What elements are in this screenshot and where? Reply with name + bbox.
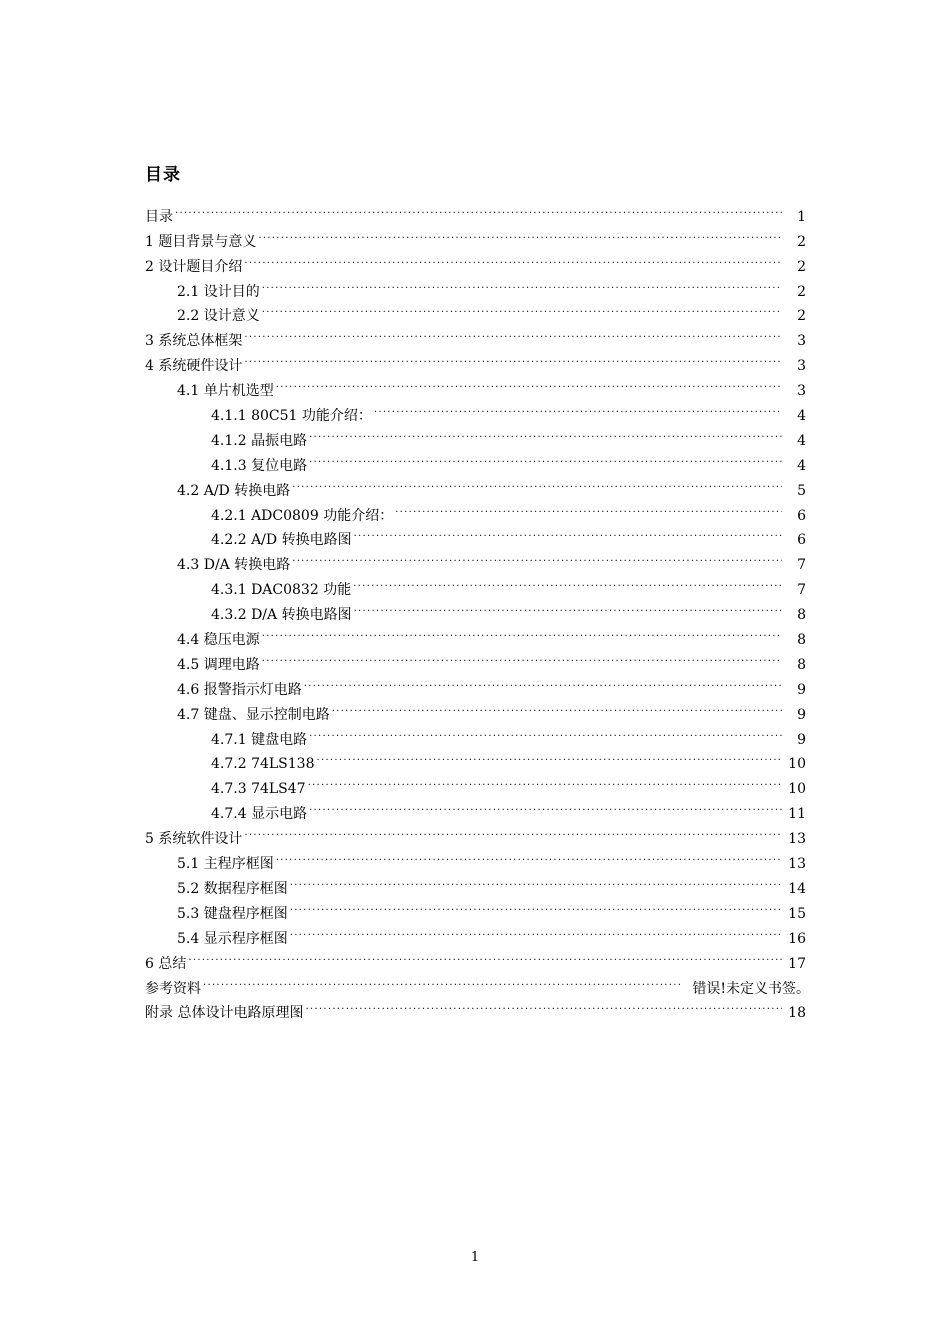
- toc-heading: 目录: [145, 165, 181, 185]
- dot-leader: [317, 744, 783, 769]
- toc-entry-page: 6: [797, 532, 806, 549]
- toc-entry[interactable]: [145, 495, 810, 524]
- toc-entry[interactable]: [145, 594, 810, 624]
- dot-leader: [258, 221, 782, 246]
- toc-entry[interactable]: [145, 669, 810, 698]
- toc-entry-title: 4.5 调理电路: [177, 656, 260, 673]
- toc-entry[interactable]: [145, 246, 810, 275]
- toc-entry-page: 错误!未定义书签。: [692, 980, 810, 997]
- toc-entry-page: 9: [797, 731, 806, 748]
- dot-leader: [244, 320, 782, 345]
- toc-entry[interactable]: [145, 520, 810, 549]
- toc-entry-title: 4.7.2 74LS138: [211, 756, 315, 773]
- toc-entry-title: 5.2 数据程序框图: [177, 880, 288, 897]
- dot-leader: [290, 868, 782, 893]
- toc-entry[interactable]: [145, 221, 810, 250]
- dot-leader: [262, 644, 782, 669]
- toc-entry-page: 13: [788, 831, 806, 848]
- dot-leader: [305, 993, 782, 1018]
- toc-entry-title: 4.2 A/D 转换电路: [177, 482, 291, 499]
- dot-leader: [309, 445, 782, 470]
- toc-entry-title: 5.1 主程序框图: [177, 856, 274, 873]
- toc-entry-page: 3: [797, 333, 806, 350]
- toc-entry-page: 2: [797, 233, 806, 250]
- toc-entry-page: 8: [797, 632, 806, 649]
- dot-leader: [309, 719, 782, 744]
- dot-leader: [244, 246, 782, 271]
- dot-leader: [354, 520, 782, 545]
- toc-entry-page: 2: [797, 258, 806, 275]
- toc-entry-title: 附录 总体设计电路原理图: [145, 1005, 304, 1022]
- toc-entry[interactable]: [145, 644, 810, 673]
- dot-leader: [292, 544, 782, 569]
- dot-leader: [188, 943, 782, 968]
- toc-entry-title: 4.6 报警指示灯电路: [177, 681, 302, 698]
- dot-leader: [244, 818, 782, 843]
- toc-entry-page: 13: [788, 856, 806, 873]
- toc-entry-title: 4.3 D/A 转换电路: [177, 557, 291, 574]
- toc-entry-page: 5: [797, 482, 806, 499]
- toc-entry[interactable]: [145, 968, 810, 997]
- toc-entry-page: 10: [788, 781, 806, 798]
- toc-entry[interactable]: [145, 196, 810, 225]
- toc-entry[interactable]: [145, 370, 810, 400]
- dot-leader: [353, 569, 782, 594]
- toc-entry-page: 9: [797, 706, 806, 723]
- dot-leader: [395, 495, 782, 520]
- toc-entry-page: 8: [797, 607, 806, 624]
- toc-entry-page: 4: [797, 432, 806, 449]
- page-number: 1: [470, 1250, 480, 1265]
- toc-entry[interactable]: [145, 868, 810, 897]
- toc-entry-page: 14: [788, 880, 806, 897]
- toc-entry[interactable]: [145, 694, 810, 723]
- toc-entry-title: 4.1 单片机选型: [177, 383, 274, 400]
- toc-entry[interactable]: [145, 445, 810, 474]
- toc-entry-page: 7: [797, 557, 806, 574]
- toc-entry[interactable]: [145, 768, 810, 798]
- toc-entry[interactable]: [145, 843, 810, 873]
- toc-entry[interactable]: [145, 818, 810, 848]
- toc-entry-title: 4.2.2 A/D 转换电路图: [211, 532, 352, 549]
- toc-entry[interactable]: [145, 993, 810, 1022]
- toc-entry-title: 5.3 键盘程序框图: [177, 905, 288, 922]
- dot-leader: [203, 968, 682, 993]
- toc-entry-title: 6 总结: [145, 955, 187, 972]
- dot-leader: [308, 768, 782, 793]
- toc-entry[interactable]: [145, 918, 810, 947]
- toc-entry[interactable]: [145, 271, 810, 300]
- toc-entry-page: 17: [788, 955, 806, 972]
- toc-entry-title: 4.7 键盘、显示控制电路: [177, 706, 330, 723]
- toc-entry-title: 2.1 设计目的: [177, 283, 260, 300]
- toc-entry-title: 4.4 稳压电源: [177, 632, 260, 649]
- dot-leader: [244, 345, 782, 370]
- toc-entry-page: 2: [797, 283, 806, 300]
- toc-entry-page: 15: [788, 905, 806, 922]
- toc-entry-title: 2 设计题目介绍: [145, 258, 243, 275]
- toc-entry-title: 4 系统硬件设计: [145, 358, 243, 375]
- toc-entry-page: 8: [797, 656, 806, 673]
- dot-leader: [290, 918, 782, 943]
- dot-leader: [354, 594, 782, 619]
- toc-entry-title: 5.4 显示程序框图: [177, 930, 288, 947]
- toc-entry-title: 4.1.2 晶振电路: [211, 432, 308, 449]
- toc-entry-title: 3 系统总体框架: [145, 333, 243, 350]
- dot-leader: [290, 893, 782, 918]
- dot-leader: [262, 296, 782, 321]
- toc-entry-title: 参考资料: [145, 980, 201, 997]
- toc-entry[interactable]: [145, 470, 810, 499]
- dot-leader: [309, 793, 782, 818]
- table-of-contents: [145, 196, 810, 1022]
- toc-entry[interactable]: [145, 943, 810, 972]
- toc-entry-page: 3: [797, 358, 806, 375]
- toc-entry-page: 2: [797, 308, 806, 325]
- toc-entry-title: 5 系统软件设计: [145, 831, 243, 848]
- dot-leader: [276, 370, 782, 395]
- toc-entry-page: 4: [797, 457, 806, 474]
- toc-entry-page: 16: [788, 930, 806, 947]
- toc-entry-page: 3: [797, 383, 806, 400]
- toc-entry-page: 9: [797, 681, 806, 698]
- toc-entry-page: 18: [788, 1005, 806, 1022]
- toc-entry-title: 目录: [145, 208, 173, 225]
- toc-entry[interactable]: [145, 544, 810, 574]
- dot-leader: [309, 420, 782, 445]
- dot-leader: [276, 843, 782, 868]
- toc-entry-title: 4.7.4 显示电路: [211, 806, 308, 823]
- toc-entry-title: 4.7.3 74LS47: [211, 781, 306, 798]
- toc-entry-title: 2.2 设计意义: [177, 308, 260, 325]
- toc-entry-page: 6: [797, 507, 806, 524]
- toc-entry-title: 4.1.3 复位电路: [211, 457, 308, 474]
- dot-leader: [262, 271, 782, 296]
- toc-entry-page: 10: [788, 756, 806, 773]
- toc-entry[interactable]: [145, 420, 810, 449]
- toc-entry-title: 4.1.1 80C51 功能介绍：: [211, 408, 372, 425]
- toc-entry[interactable]: [145, 395, 810, 425]
- dot-leader: [175, 196, 782, 221]
- toc-entry[interactable]: [145, 619, 810, 649]
- toc-entry[interactable]: [145, 893, 810, 922]
- toc-entry-page: 7: [797, 582, 806, 599]
- toc-entry-title: 4.3.2 D/A 转换电路图: [211, 607, 352, 624]
- dot-leader: [332, 694, 782, 719]
- dot-leader: [304, 669, 782, 694]
- toc-entry[interactable]: [145, 793, 810, 823]
- toc-entry-title: 4.2.1 ADC0809 功能介绍：: [211, 507, 394, 524]
- toc-entry-title: 4.7.1 键盘电路: [211, 731, 308, 748]
- toc-entry-page: 11: [788, 806, 806, 823]
- toc-entry[interactable]: [145, 296, 810, 325]
- dot-leader: [374, 395, 782, 420]
- toc-entry[interactable]: [145, 719, 810, 748]
- toc-entry[interactable]: [145, 345, 810, 375]
- toc-entry-title: 1 题目背景与意义: [145, 233, 257, 250]
- toc-entry-page: 4: [797, 408, 806, 425]
- toc-entry[interactable]: [145, 569, 810, 599]
- dot-leader: [292, 470, 782, 495]
- toc-entry[interactable]: [145, 744, 810, 773]
- toc-entry[interactable]: [145, 320, 810, 350]
- toc-entry-page: 1: [797, 208, 806, 225]
- dot-leader: [262, 619, 782, 644]
- toc-entry-title: 4.3.1 DAC0832 功能: [211, 582, 352, 599]
